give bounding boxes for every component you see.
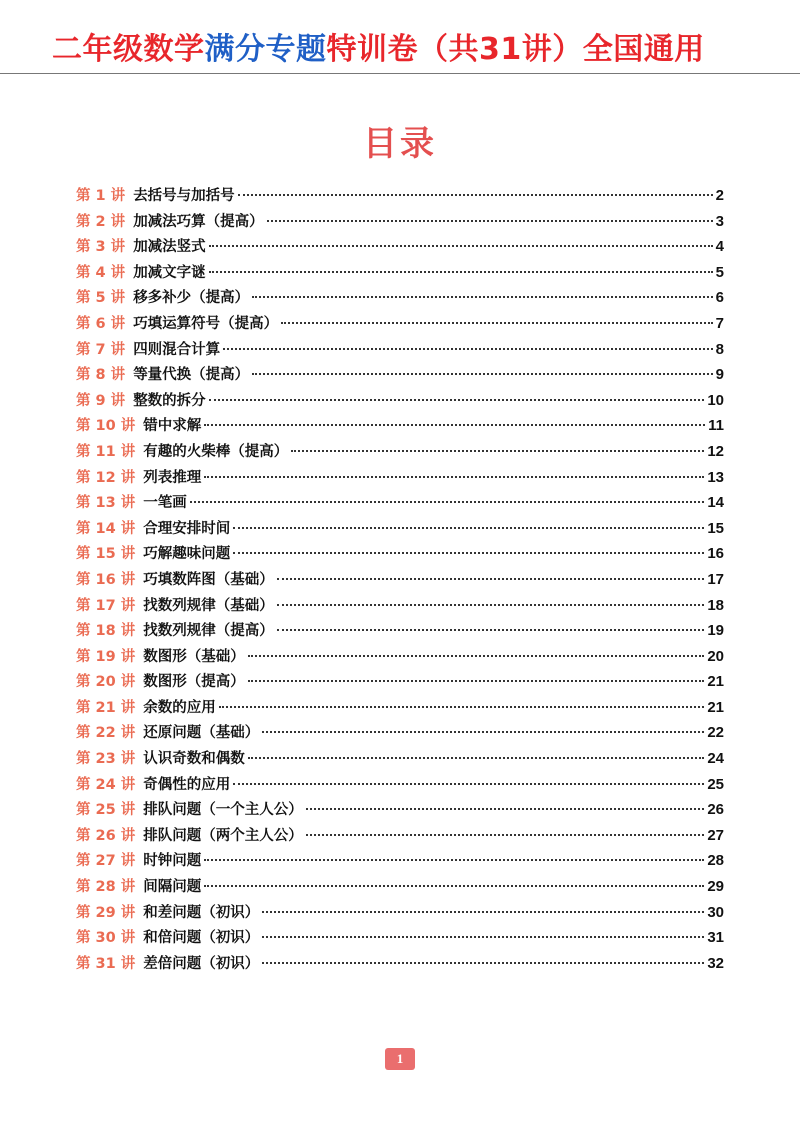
toc-dot-leader: [267, 220, 713, 222]
toc-lecture-number: 第 3 讲: [76, 239, 126, 256]
toc-entry-title: 加减文字谜: [133, 264, 206, 281]
toc-page-number: 14: [707, 494, 724, 512]
toc-page-number: 19: [707, 622, 724, 640]
toc-entry-title: 余数的应用: [143, 699, 216, 716]
toc-dot-leader: [223, 348, 712, 350]
toc-dot-leader: [281, 322, 712, 324]
toc-dot-leader: [306, 834, 705, 836]
toc-page-number: 2: [715, 187, 724, 204]
toc-entry[interactable]: [76, 567, 724, 593]
toc-entry[interactable]: [76, 413, 724, 439]
toc-dot-leader: [277, 578, 705, 580]
toc-entry[interactable]: [76, 720, 724, 746]
toc-page-number: 17: [707, 570, 724, 588]
toc-entry[interactable]: [76, 593, 724, 619]
toc-entry[interactable]: [76, 439, 724, 465]
toc-entry[interactable]: [76, 209, 724, 235]
toc-page-number: 10: [707, 391, 724, 409]
toc-lecture-number: 第 10 讲: [76, 418, 136, 435]
toc-entry-title: 四则混合计算: [133, 341, 221, 358]
toc-dot-leader: [277, 604, 705, 606]
toc-page-number: 13: [707, 468, 724, 486]
toc-lecture-number: 第 27 讲: [76, 853, 136, 870]
toc-lecture-number: 第 6 讲: [76, 315, 126, 332]
toc-entry[interactable]: [76, 925, 724, 951]
toc-entry[interactable]: [76, 465, 724, 491]
toc-dot-leader: [204, 476, 704, 478]
toc-dot-leader: [262, 731, 704, 733]
toc-lecture-number: 第 23 讲: [76, 751, 136, 768]
toc-dot-leader: [291, 450, 704, 452]
document-title-part1: 二年级数学: [52, 32, 205, 67]
toc-page-number: 18: [707, 596, 724, 614]
toc-page-number: 25: [707, 775, 724, 793]
toc-entry-title: 巧填数阵图（基础）: [143, 571, 274, 588]
toc-entry-title: 找数列规律（基础）: [143, 597, 274, 614]
toc-entry[interactable]: [76, 618, 724, 644]
toc-dot-leader: [306, 808, 705, 810]
toc-page-number: 20: [707, 647, 724, 665]
toc-lecture-number: 第 29 讲: [76, 904, 136, 921]
toc-entry[interactable]: [76, 951, 724, 977]
toc-lecture-number: 第 24 讲: [76, 776, 136, 793]
toc-page-number: 6: [715, 289, 724, 307]
toc-entry[interactable]: [76, 260, 724, 286]
toc-dot-leader: [262, 936, 704, 938]
toc-entry-title: 去括号与加括号: [133, 188, 235, 204]
toc-entry-title: 找数列规律（提高）: [143, 623, 274, 640]
toc-lecture-number: 第 31 讲: [76, 955, 136, 972]
page-header: [0, 0, 800, 74]
toc-page-number: 24: [707, 750, 724, 768]
toc-page-number: 30: [707, 903, 724, 921]
toc-page-number: 32: [707, 954, 724, 972]
toc-dot-leader: [219, 706, 705, 708]
toc-entry-title: 数图形（提高）: [143, 674, 245, 691]
toc-entry[interactable]: [76, 695, 724, 721]
toc-page-number: 26: [707, 801, 724, 819]
toc-lecture-number: 第 20 讲: [76, 674, 136, 691]
toc-entry[interactable]: [76, 797, 724, 823]
document-title: [52, 32, 705, 68]
toc-lecture-number: 第 18 讲: [76, 623, 136, 640]
toc-lecture-number: 第 8 讲: [76, 367, 126, 384]
toc-entry[interactable]: [76, 541, 724, 567]
toc-dot-leader: [252, 373, 712, 375]
toc-page-number: 12: [707, 442, 724, 460]
toc-dot-leader: [262, 962, 704, 964]
toc-entry[interactable]: [76, 183, 724, 209]
toc-entry-title: 和倍问题（初识）: [143, 930, 260, 947]
toc-dot-leader: [262, 911, 704, 913]
toc-entry[interactable]: [76, 234, 724, 260]
toc-dot-leader: [248, 680, 705, 682]
toc-entry-title: 错中求解: [143, 418, 202, 435]
toc-page-number: 22: [707, 724, 724, 742]
toc-entry-title: 奇偶性的应用: [143, 776, 231, 793]
toc-dot-leader: [277, 629, 705, 631]
toc-entry-title: 等量代换（提高）: [133, 367, 250, 384]
toc-dot-leader: [209, 399, 705, 401]
toc-lecture-number: 第 26 讲: [76, 827, 136, 844]
toc-page-number: 3: [715, 212, 724, 230]
toc-lecture-number: 第 5 讲: [76, 290, 126, 307]
toc-entry[interactable]: [76, 848, 724, 874]
table-of-contents: [76, 183, 724, 976]
toc-page-number: 21: [707, 698, 724, 716]
toc-entry[interactable]: [76, 337, 724, 363]
toc-dot-leader: [204, 885, 704, 887]
toc-lecture-number: 第 2 讲: [76, 213, 126, 230]
toc-entry-title: 加减法巧算（提高）: [133, 213, 264, 230]
toc-lecture-number: 第 28 讲: [76, 879, 136, 896]
toc-page-number: 21: [707, 673, 724, 691]
toc-entry-title: 还原问题（基础）: [143, 725, 260, 742]
toc-entry[interactable]: [76, 285, 724, 311]
document-title-part3: 特训卷（共31讲）全国通用: [326, 32, 705, 67]
toc-page-number: 29: [707, 878, 724, 896]
toc-page-number: 27: [707, 826, 724, 844]
toc-dot-leader: [209, 245, 713, 247]
toc-entry[interactable]: [76, 362, 724, 388]
toc-lecture-number: 第 30 讲: [76, 930, 136, 947]
document-title-part2: 满分专题: [204, 32, 327, 67]
toc-entry-title: 巧解趣味问题: [143, 546, 231, 563]
toc-entry[interactable]: [76, 669, 724, 695]
toc-entry[interactable]: [76, 772, 724, 798]
toc-entry-title: 排队问题（两个主人公）: [143, 827, 303, 844]
page-number-badge: 1: [385, 1048, 415, 1070]
toc-lecture-number: 第 19 讲: [76, 648, 136, 665]
toc-lecture-number: 第 7 讲: [76, 341, 126, 358]
toc-dot-leader: [248, 655, 705, 657]
toc-entry[interactable]: [76, 490, 724, 516]
toc-title: 目录: [363, 124, 437, 164]
toc-lecture-number: 第 15 讲: [76, 546, 136, 563]
toc-lecture-number: 第 12 讲: [76, 469, 136, 486]
toc-lecture-number: 第 25 讲: [76, 802, 136, 819]
toc-dot-leader: [204, 859, 704, 861]
toc-lecture-number: 第 1 讲: [76, 188, 126, 204]
toc-lecture-number: 第 4 讲: [76, 264, 126, 281]
toc-page-number: 4: [715, 238, 724, 256]
toc-entry[interactable]: [76, 644, 724, 670]
toc-page-number: 8: [715, 340, 724, 358]
toc-entry-title: 排队问题（一个主人公）: [143, 802, 303, 819]
toc-entry-title: 时钟问题: [143, 853, 202, 870]
toc-entry[interactable]: [76, 388, 724, 414]
toc-entry[interactable]: [76, 874, 724, 900]
toc-lecture-number: 第 14 讲: [76, 520, 136, 537]
toc-page-number: 15: [707, 519, 724, 537]
toc-lecture-number: 第 9 讲: [76, 392, 126, 409]
toc-entry-title: 数图形（基础）: [143, 648, 245, 665]
toc-lecture-number: 第 11 讲: [76, 443, 136, 460]
toc-dot-leader: [233, 783, 704, 785]
toc-entry-title: 和差问题（初识）: [143, 904, 260, 921]
toc-dot-leader: [233, 552, 704, 554]
toc-entry-title: 差倍问题（初识）: [143, 955, 260, 972]
toc-entry-title: 加减法竖式: [133, 239, 206, 256]
toc-lecture-number: 第 21 讲: [76, 699, 136, 716]
toc-page-number: 9: [715, 366, 724, 384]
toc-dot-leader: [209, 271, 713, 273]
toc-page-number: 11: [708, 417, 724, 435]
toc-dot-leader: [233, 527, 704, 529]
toc-entry-title: 移多补少（提高）: [133, 290, 250, 307]
toc-lecture-number: 第 13 讲: [76, 495, 136, 512]
toc-entry-title: 间隔问题: [143, 879, 202, 896]
toc-entry-title: 巧填运算符号（提高）: [133, 315, 279, 332]
toc-entry-title: 列表推理: [143, 469, 202, 486]
toc-lecture-number: 第 16 讲: [76, 571, 136, 588]
toc-entry-title: 整数的拆分: [133, 392, 206, 409]
toc-lecture-number: 第 17 讲: [76, 597, 136, 614]
toc-entry-title: 一笔画: [143, 495, 187, 512]
toc-dot-leader: [190, 501, 705, 503]
toc-page-number: 16: [707, 545, 724, 563]
toc-dot-leader: [238, 194, 713, 196]
toc-entry[interactable]: [76, 516, 724, 542]
toc-entry-title: 认识奇数和偶数: [143, 751, 245, 768]
toc-page-number: 7: [715, 314, 724, 332]
toc-entry[interactable]: [76, 900, 724, 926]
toc-page-number: 28: [707, 852, 724, 870]
toc-page-number: 31: [707, 929, 724, 947]
toc-dot-leader: [248, 757, 705, 759]
toc-entry[interactable]: [76, 823, 724, 849]
toc-dot-leader: [252, 296, 712, 298]
toc-entry[interactable]: [76, 746, 724, 772]
toc-entry[interactable]: [76, 311, 724, 337]
toc-dot-leader: [204, 424, 705, 426]
toc-lecture-number: 第 22 讲: [76, 725, 136, 742]
toc-entry-title: 合理安排时间: [143, 520, 231, 537]
toc-page-number: 5: [715, 263, 724, 281]
toc-entry-title: 有趣的火柴棒（提高）: [143, 443, 289, 460]
